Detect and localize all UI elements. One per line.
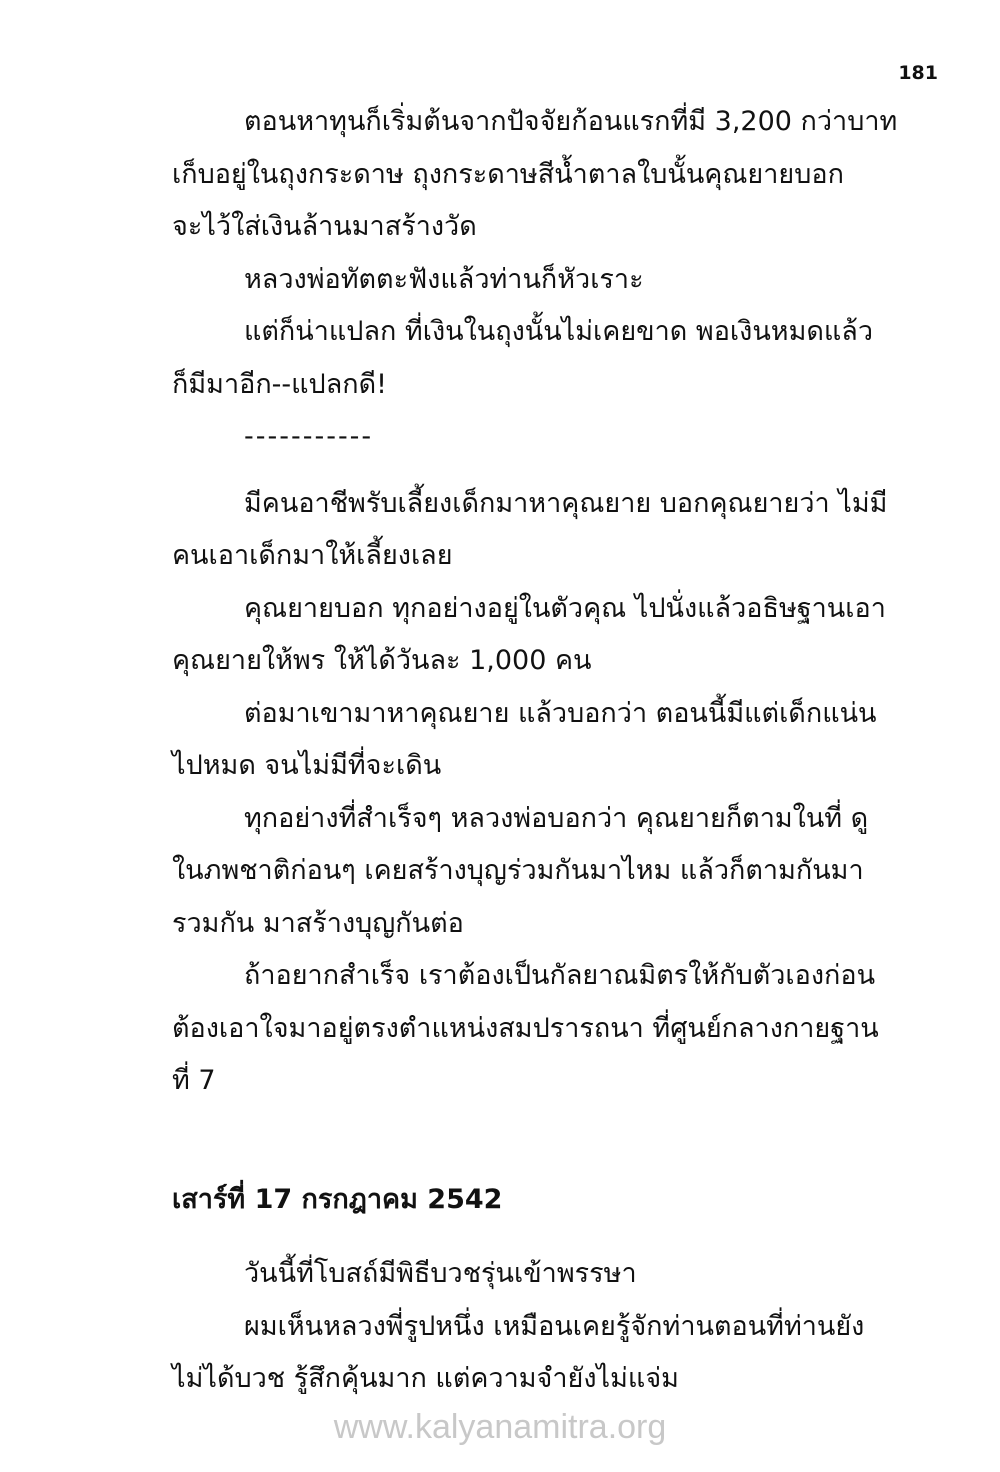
text-line: ไปหมด จนไม่มีที่จะเดิน — [172, 750, 442, 781]
text-line: เก็บอยู่ในถุงกระดาษ ถุงกระดาษสีน้ำตาลใบนั้นคุณยายบอก — [172, 158, 844, 190]
watermark: www.kalyanamitra.org — [333, 1408, 667, 1446]
text-line: ที่ 7 — [172, 1065, 216, 1096]
text-line: รวมกัน มาสร้างบุญกันต่อ — [172, 907, 464, 939]
text-line: ต่อมาเขามาหาคุณยาย แล้วบอกว่า ตอนนี้มีแต่เด็กแน่น — [244, 697, 877, 729]
text-line: มีคนอาชีพรับเลี้ยงเด็กมาหาคุณยาย บอกคุณยายว่า ไม่มี — [244, 487, 888, 519]
text-line: ก็มีมาอีก--แปลกดี! — [172, 368, 387, 400]
text-line: ไม่ได้บวช รู้สึกคุ้นมาก แต่ความจำยังไม่แจ่ม — [172, 1363, 679, 1394]
document-body — [172, 96, 912, 1406]
text-line: ต้องเอาใจมาอยู่ตรงตำแหน่งสมปรารถนา ที่ศูนย์กลางกายฐาน — [172, 1012, 879, 1044]
paragraph-funds — [172, 96, 912, 411]
text-line: ตอนหาทุนก็เริ่มต้นจากปัจจัยก้อนแรกที่มี 3,200 กว่าบาท — [244, 106, 898, 137]
paragraph-childcare — [172, 478, 912, 1108]
text-line: จะไว้ใส่เงินล้านมาสร้างวัด — [172, 211, 477, 242]
text-line: คุณยายให้พร ให้ได้วันละ 1,000 คน — [172, 645, 592, 676]
text-line: แต่ก็น่าแปลก ที่เงินในถุงนั้นไม่เคยขาด พอเงินหมดแล้ว — [244, 316, 874, 347]
date-heading: เสาร์ที่ 17 กรกฎาคม 2542 — [172, 1183, 503, 1215]
paragraph-ordination — [172, 1248, 912, 1406]
text-line: คุณยายบอก ทุกอย่างอยู่ในตัวคุณ ไปนั่งแล้วอธิษฐานเอา — [244, 592, 886, 624]
text-line: ในภพชาติก่อนๆ เคยสร้างบุญร่วมกันมาไหม แล้วก็ตามกันมา — [172, 855, 864, 886]
section-divider: ----------- — [244, 421, 374, 452]
text-line: ทุกอย่างที่สำเร็จๆ หลวงพ่อบอกว่า คุณยายก็ตามในที่ ดู — [244, 802, 869, 834]
text-line: ถ้าอยากสำเร็จ เราต้องเป็นกัลยาณมิตรให้กับตัวเองก่อน — [244, 960, 876, 991]
page-number: 181 — [898, 62, 938, 84]
text-line: หลวงพ่อทัตตะฟังแล้วท่านก็หัวเราะ — [244, 263, 644, 295]
text-line: คนเอาเด็กมาให้เลี้ยงเลย — [172, 540, 453, 571]
text-line: วันนี้ที่โบสถ์มีพิธีบวชรุ่นเข้าพรรษา — [244, 1258, 637, 1289]
text-line: ผมเห็นหลวงพี่รูปหนึ่ง เหมือนเคยรู้จักท่านตอนที่ท่านยัง — [244, 1310, 865, 1342]
